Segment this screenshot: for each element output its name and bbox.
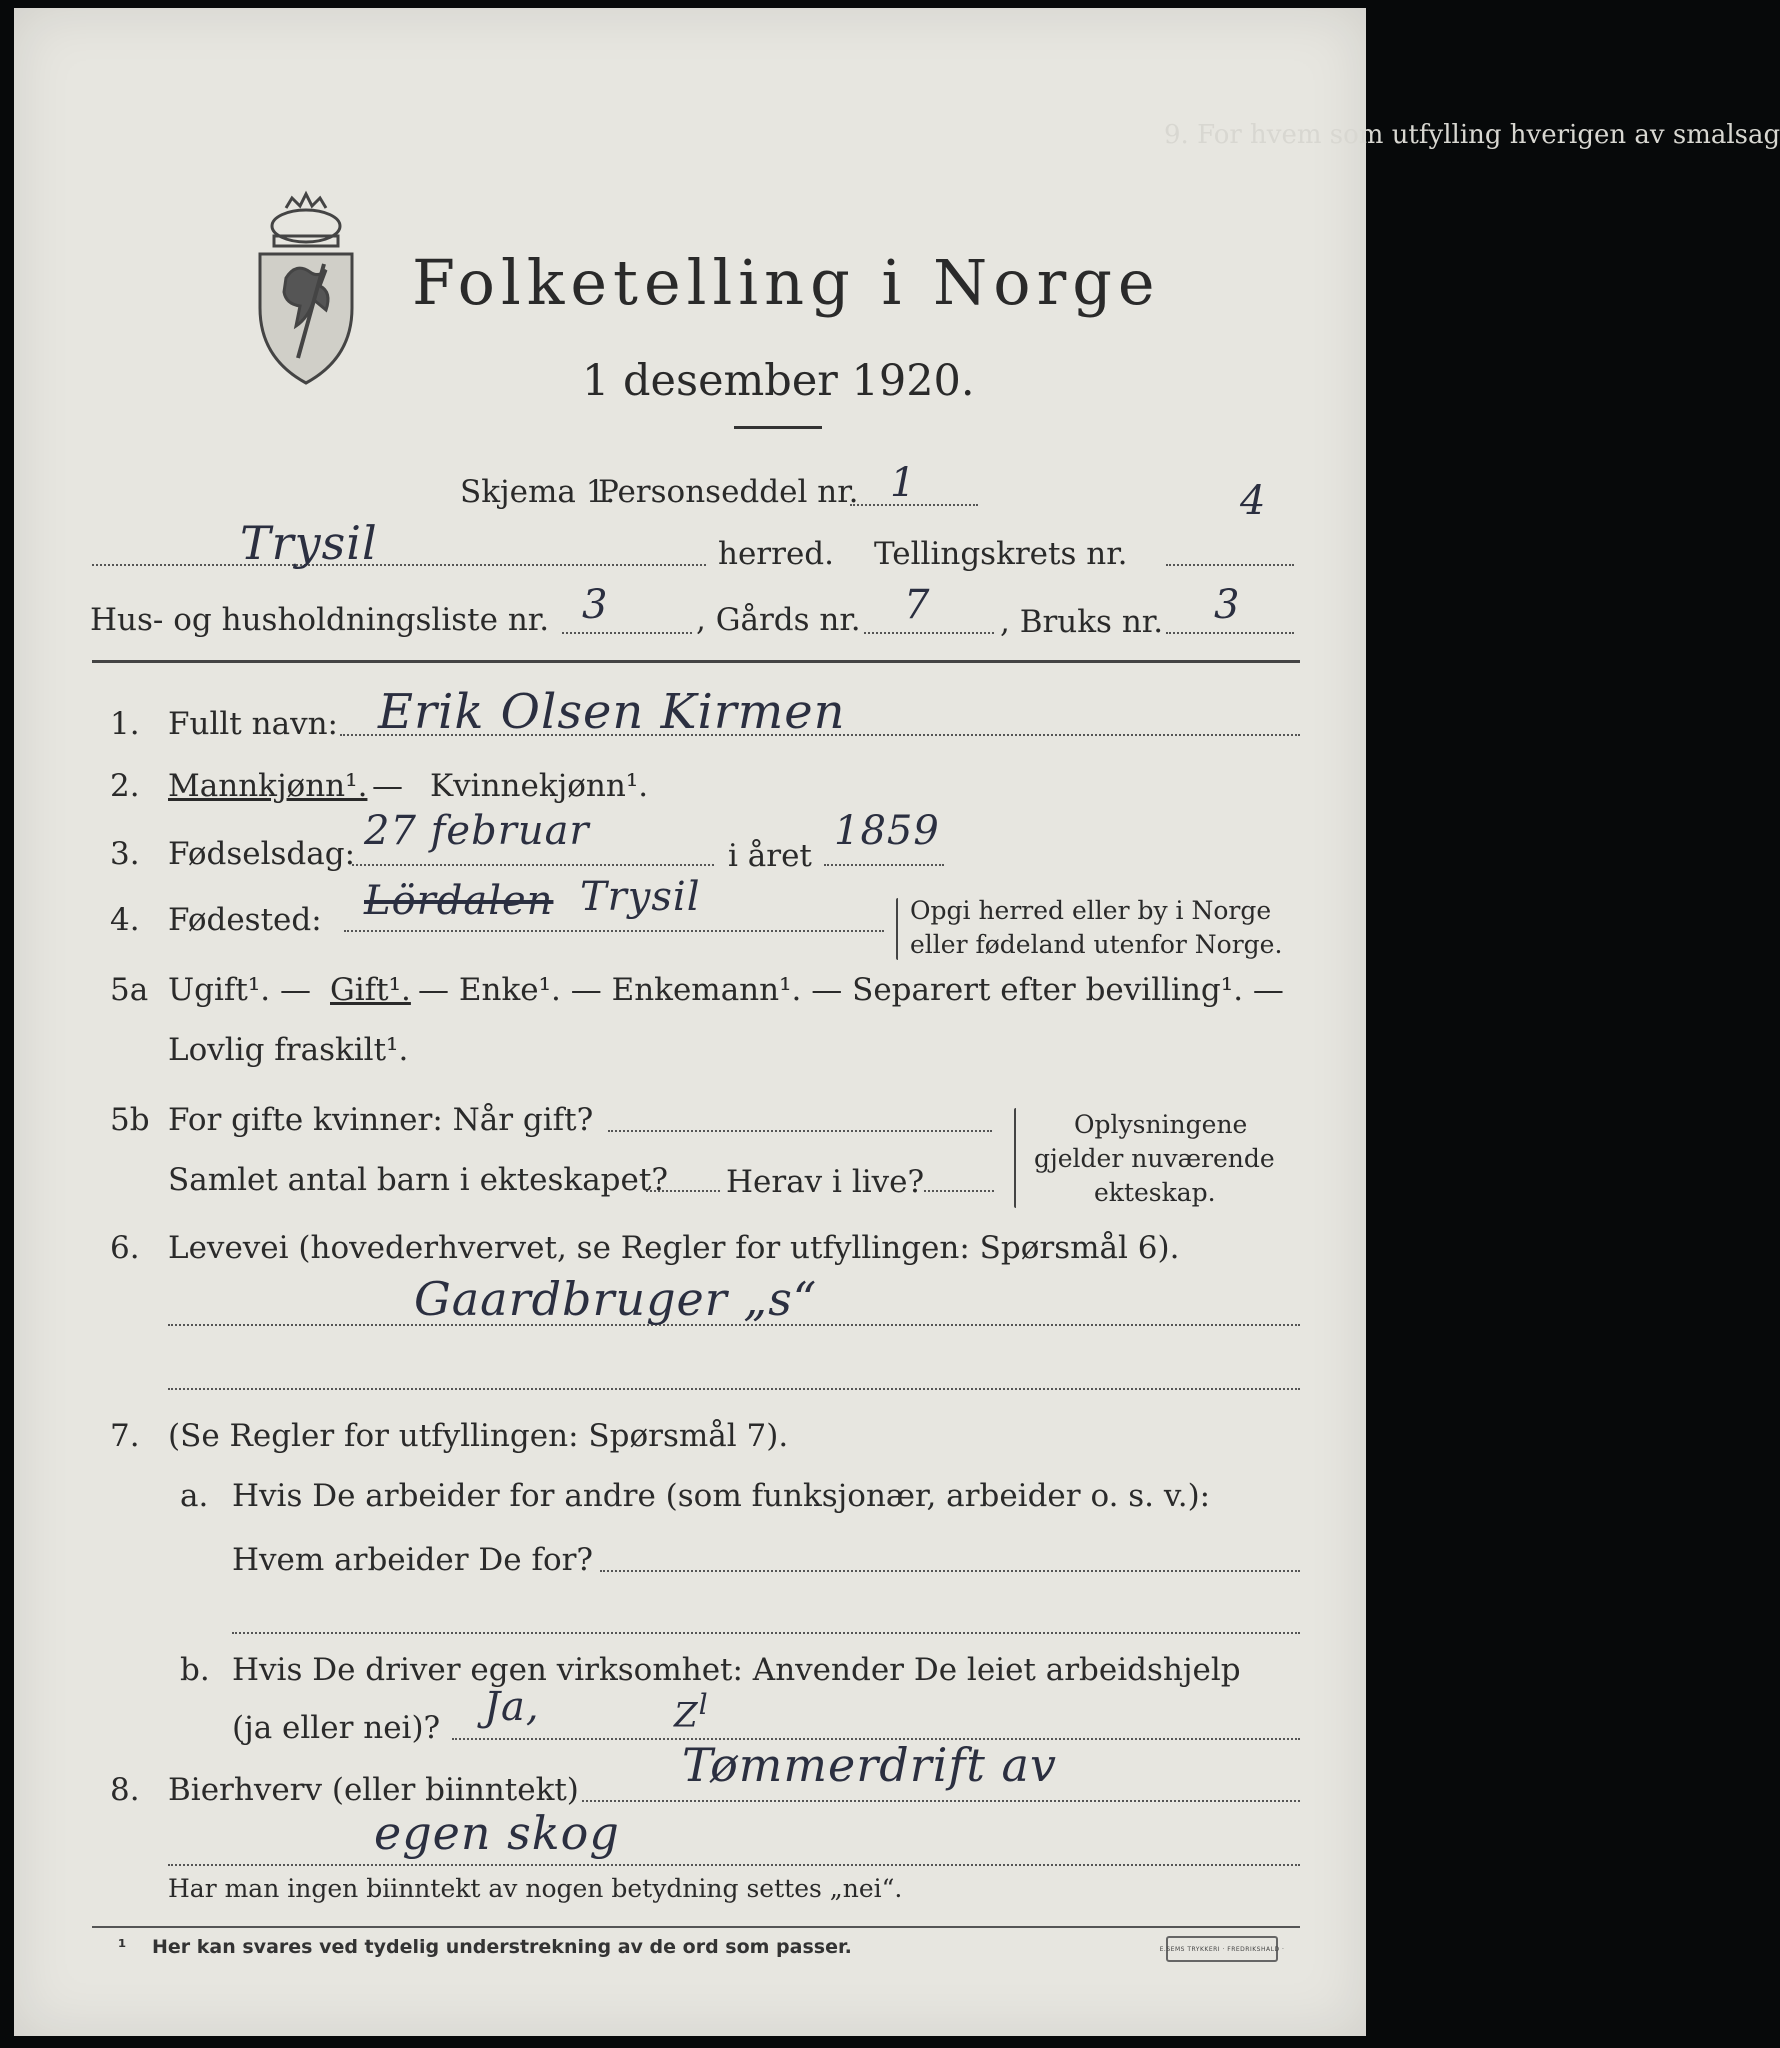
q5a-number: 5a — [110, 972, 149, 1008]
personseddel-value: 1 — [890, 460, 917, 506]
gards-label: , Gårds nr. — [696, 602, 861, 638]
kvinnekjonn-option: Kvinnekjønn¹. — [430, 768, 649, 804]
footnote-rule — [92, 1926, 1300, 1928]
printer-stamp-text: E.SEMS TRYKKERI · FREDRIKSHALD · — [1159, 1945, 1285, 1953]
q7-label: (Se Regler for utfyllingen: Spørsmål 7). — [168, 1418, 789, 1454]
gards-value: 7 — [904, 582, 931, 628]
q7a-text: Hvis De arbeider for andre (som funksjonær, arbeider o. s. v.): — [232, 1478, 1211, 1514]
q5b-children-label: Samlet antal barn i ekteskapet? — [168, 1162, 668, 1198]
occupation-value: Gaardbruger „s“ — [414, 1272, 818, 1326]
q7-number: 7. — [110, 1418, 140, 1454]
q1-number: 1. — [110, 706, 140, 742]
birth-date-value: 27 februar — [364, 808, 590, 854]
printer-stamp — [1159, 1936, 1285, 1962]
census-date: 1 desember 1920. — [582, 356, 975, 406]
q5b-number: 5b — [110, 1102, 150, 1138]
hired-help-value: Ja, — [484, 1684, 540, 1730]
footnote-mark: ¹ — [118, 1936, 127, 1958]
hired-help-mark: $Z^l$ — [674, 1688, 709, 1736]
q5b-note-2: gjelder nuværende — [1034, 1144, 1275, 1173]
q8-label: Bierhverv (eller biinntekt) — [168, 1772, 579, 1808]
census-form — [14, 8, 1780, 2036]
q2-separator: — — [372, 768, 403, 804]
year-label: i året — [728, 838, 812, 874]
mannkjonn-option: Mannkjønn¹. — [168, 768, 368, 804]
herred-label: herred. — [718, 536, 834, 572]
husholdning-label: Hus- og husholdningsliste nr. — [90, 602, 550, 638]
birthplace-note-1: Opgi herred eller by i Norge — [910, 896, 1272, 925]
birthplace-value: Trysil — [580, 874, 701, 920]
marital-options-rest: — Enke¹. — Enkemann¹. — Separert efter bevilling¹. — — [418, 972, 1284, 1008]
q5b-alive-label: Herav i live? — [726, 1164, 925, 1200]
q6-label: Levevei (hovederhvervet, se Regler for utfyllingen: Spørsmål 6). — [168, 1230, 1180, 1266]
footnote-text: Her kan svares ved tydelig understrekning av de ord som passer. — [152, 1936, 852, 1958]
q7b-text: Hvis De driver egen virksomhet: Anvender De leiet arbeidshjelp — [232, 1652, 1241, 1688]
herred-value: Trysil — [240, 516, 378, 570]
birthplace-struck-value: Lördalen — [364, 878, 554, 924]
q7b-letter: b. — [180, 1652, 210, 1688]
no-income-note: Har man ingen biinntekt av nogen betydning settes „nei“. — [168, 1874, 903, 1903]
q5b-note-1: Oplysningene — [1074, 1110, 1248, 1139]
ugift-option: Ugift¹. — — [168, 972, 311, 1008]
q4-label: Fødested: — [168, 902, 322, 938]
birth-year-value: 1859 — [834, 808, 940, 854]
coat-of-arms-icon — [246, 188, 366, 388]
q1-label: Fullt navn: — [168, 706, 338, 742]
tellingskrets-value: 4 — [1240, 478, 1267, 524]
q7b-yesno-label: (ja eller nei)? — [232, 1710, 441, 1746]
q6-number: 6. — [110, 1230, 140, 1266]
q3-label: Fødselsdag: — [168, 836, 356, 872]
form-title: Folketelling i Norge — [412, 246, 1161, 319]
lovlig-fraskilt-option: Lovlig fraskilt¹. — [168, 1032, 409, 1068]
q7a-letter: a. — [180, 1478, 209, 1514]
bruks-value: 3 — [1214, 582, 1241, 628]
tellingskrets-label: Tellingskrets nr. — [874, 536, 1128, 572]
q3-number: 3. — [110, 836, 140, 872]
personseddel-label: Personseddel nr. — [598, 474, 859, 510]
title-divider — [734, 426, 822, 429]
q5b-note-3: ekteskap. — [1094, 1178, 1216, 1207]
bleed-through-text: 9. For hvem som utfylling hverigen av smalsag — [1164, 120, 1780, 150]
q7a-employer-label: Hvem arbeider De for? — [232, 1542, 594, 1578]
side-income-value-2: egen skog — [374, 1806, 620, 1860]
husholdning-value: 3 — [582, 582, 609, 628]
bruks-label: , Bruks nr. — [1000, 604, 1164, 640]
side-income-value: Tømmerdrift av — [682, 1738, 1057, 1792]
full-name-value: Erik Olsen Kirmen — [378, 684, 846, 740]
q8-number: 8. — [110, 1772, 140, 1808]
q4-number: 4. — [110, 902, 140, 938]
gift-option: Gift¹. — [330, 972, 411, 1008]
header-rule — [92, 660, 1300, 663]
birthplace-note-2: eller fødeland utenfor Norge. — [910, 930, 1283, 959]
q2-number: 2. — [110, 768, 140, 804]
skjema-label: Skjema 1. — [460, 474, 616, 510]
q5b-label: For gifte kvinner: Når gift? — [168, 1102, 594, 1138]
